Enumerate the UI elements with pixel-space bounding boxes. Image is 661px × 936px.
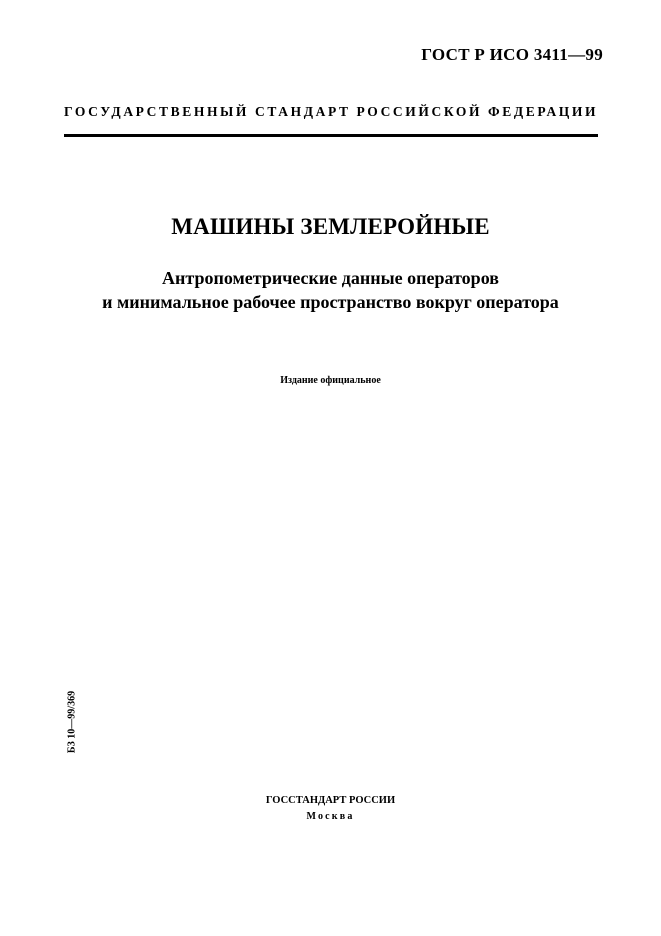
document-subtitle — [0, 266, 661, 314]
header-divider — [64, 134, 598, 137]
document-title: МАШИНЫ ЗЕМЛЕРОЙНЫЕ — [171, 214, 490, 239]
standard-number: ГОСТ Р ИСО 3411—99 — [421, 45, 603, 64]
publisher-city: Москва — [306, 811, 355, 822]
state-standard-heading: ГОСУДАРСТВЕННЫЙ СТАНДАРТ РОССИЙСКОЙ ФЕДЕРАЦИИ — [64, 104, 599, 119]
subtitle-line-2: и минимальное рабочее пространство вокруг оператора — [102, 292, 559, 312]
subtitle-line-1: Антропометрические данные операторов — [162, 268, 499, 288]
edition-label: Издание официальное — [280, 375, 381, 386]
publisher-name: ГОССТАНДАРТ РОССИИ — [265, 795, 396, 806]
side-catalog-code: БЗ 10—99/369 — [66, 690, 78, 754]
